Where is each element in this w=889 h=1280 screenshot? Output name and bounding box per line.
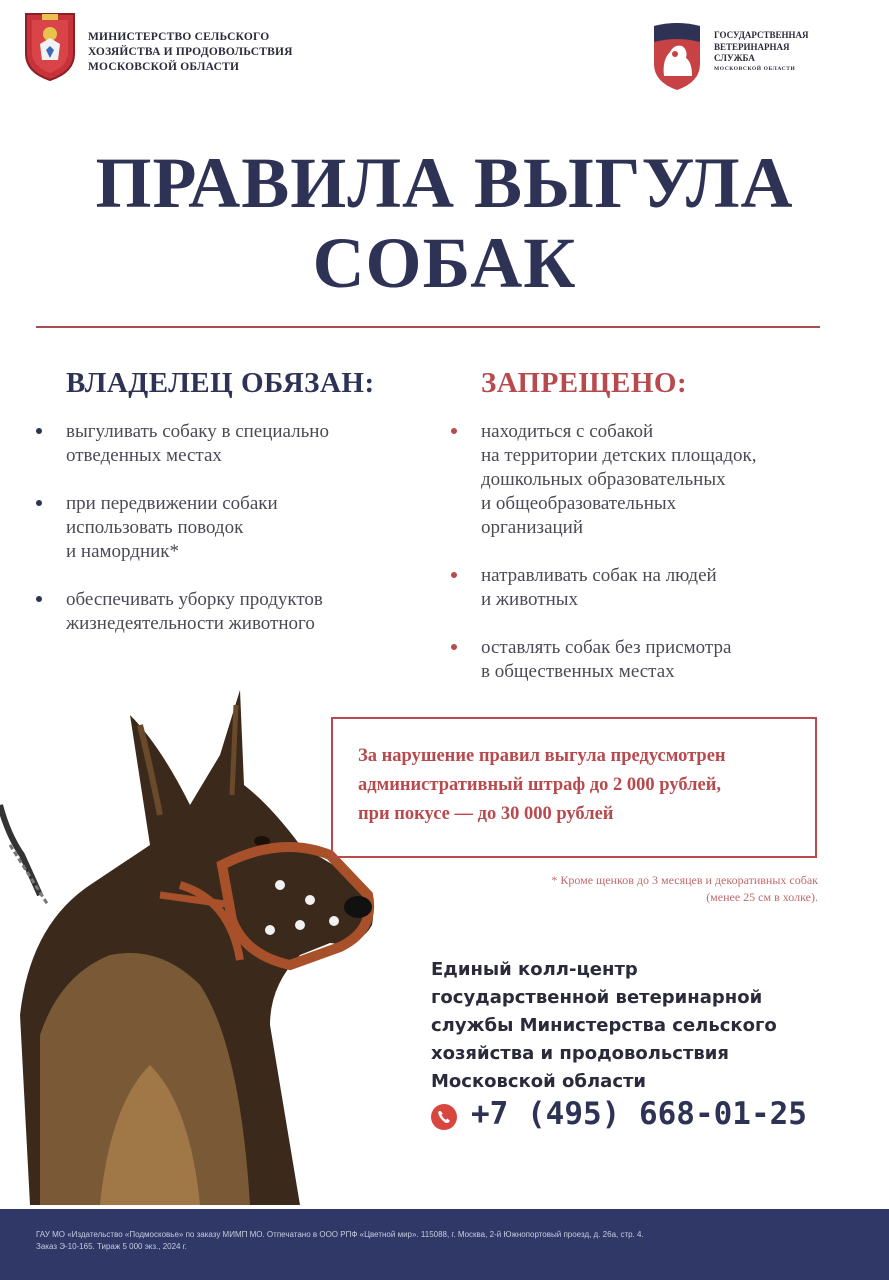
- list-item: [66, 492, 426, 564]
- call-center-line: службы Министерства сельского: [431, 1015, 777, 1036]
- page-title: [0, 143, 889, 303]
- fine-text: [358, 742, 808, 829]
- list-item: [481, 420, 841, 540]
- imprint-text: [36, 1229, 836, 1253]
- list-item: [66, 420, 426, 468]
- imprint-line: Заказ Э-10-165. Тираж 5 000 экз., 2024 г.: [36, 1242, 187, 1251]
- fine-line: при покусе — до 30 000 рублей: [358, 804, 614, 824]
- phone-icon: [431, 1104, 457, 1130]
- list-item-line: и общеобразовательных: [481, 493, 677, 514]
- list-item: [481, 564, 841, 612]
- list-item-line: при передвижении собаки: [66, 493, 278, 514]
- ministry-line: МОСКОВСКОЙ ОБЛАСТИ: [88, 61, 240, 73]
- call-center-block: [431, 956, 851, 1096]
- bullet-icon: [451, 428, 457, 434]
- vet-line: ГОСУДАРСТВЕННАЯ: [714, 30, 809, 40]
- bullet-icon: [36, 428, 42, 434]
- list-item-line: натравливать собак на людей: [481, 565, 717, 586]
- list-item-line: выгуливать собаку в специально: [66, 421, 329, 442]
- call-center-line: хозяйства и продовольствия: [431, 1043, 729, 1064]
- title-divider: [36, 326, 820, 328]
- owner-must-list: [66, 420, 426, 660]
- imprint-line: ГАУ МО «Издательство «Подмосковье» по заказу МИМП МО. Отпечатано в ООО РПФ «Цветной мир». 115088, г. Москва, 2-й Южнопортовый проезд, д. 26а, стр. 4.: [36, 1230, 644, 1239]
- ministry-line: МИНИСТЕРСТВО СЕЛЬСКОГО: [88, 31, 270, 43]
- list-item-line: дошкольных образовательных: [481, 469, 726, 490]
- coat-of-arms-icon: [22, 10, 78, 82]
- list-item-line: оставлять собак без присмотра: [481, 637, 732, 658]
- title-line-1: ПРАВИЛА ВЫГУЛА: [95, 143, 794, 223]
- list-item-line: и намордник*: [66, 541, 180, 562]
- bullet-icon: [36, 500, 42, 506]
- fine-line: административный штраф до 2 000 рублей,: [358, 775, 721, 795]
- call-center-line: государственной ветеринарной: [431, 987, 763, 1008]
- vet-line: ВЕТЕРИНАРНАЯ: [714, 41, 790, 52]
- list-item-line: в общественных местах: [481, 661, 675, 682]
- call-center-line: Московской области: [431, 1071, 647, 1092]
- prohibited-list: [481, 420, 841, 708]
- prohibited-heading: ЗАПРЕЩЕНО:: [481, 367, 688, 399]
- list-item-line: жизнедеятельности животного: [66, 613, 315, 634]
- phone-number[interactable]: +7 (495) 668-01-25: [471, 1096, 807, 1132]
- footnote: [420, 872, 818, 906]
- list-item-line: организаций: [481, 517, 584, 538]
- call-center-line: Единый колл-центр: [431, 959, 638, 980]
- list-item-line: на территории детских площадок,: [481, 445, 757, 466]
- footnote-line: * Кроме щенков до 3 месяцев и декоративных собак: [551, 873, 818, 887]
- list-item-line: отведенных местах: [66, 445, 222, 466]
- fine-line: За нарушение правил выгула предусмотрен: [358, 746, 726, 766]
- vet-service-name: [714, 30, 844, 74]
- ministry-line: ХОЗЯЙСТВА И ПРОДОВОЛЬСТВИЯ: [88, 46, 293, 58]
- list-item: [481, 636, 841, 684]
- owner-must-heading: ВЛАДЕЛЕЦ ОБЯЗАН:: [66, 367, 375, 399]
- vet-service-logo-icon: [648, 20, 706, 92]
- footnote-line: (менее 25 см в холке).: [706, 890, 818, 904]
- vet-line: СЛУЖБА: [714, 53, 755, 63]
- list-item-line: обеспечивать уборку продуктов: [66, 589, 323, 610]
- bullet-icon: [36, 596, 42, 602]
- ministry-name: [88, 30, 348, 75]
- list-item: [66, 588, 426, 636]
- bullet-icon: [451, 644, 457, 650]
- vet-region: МОСКОВСКОЙ ОБЛАСТИ: [714, 65, 796, 72]
- title-line-2: СОБАК: [312, 223, 577, 303]
- list-item-line: и животных: [481, 589, 579, 610]
- list-item-line: использовать поводок: [66, 517, 244, 538]
- bullet-icon: [451, 572, 457, 578]
- list-item-line: находиться с собакой: [481, 421, 654, 442]
